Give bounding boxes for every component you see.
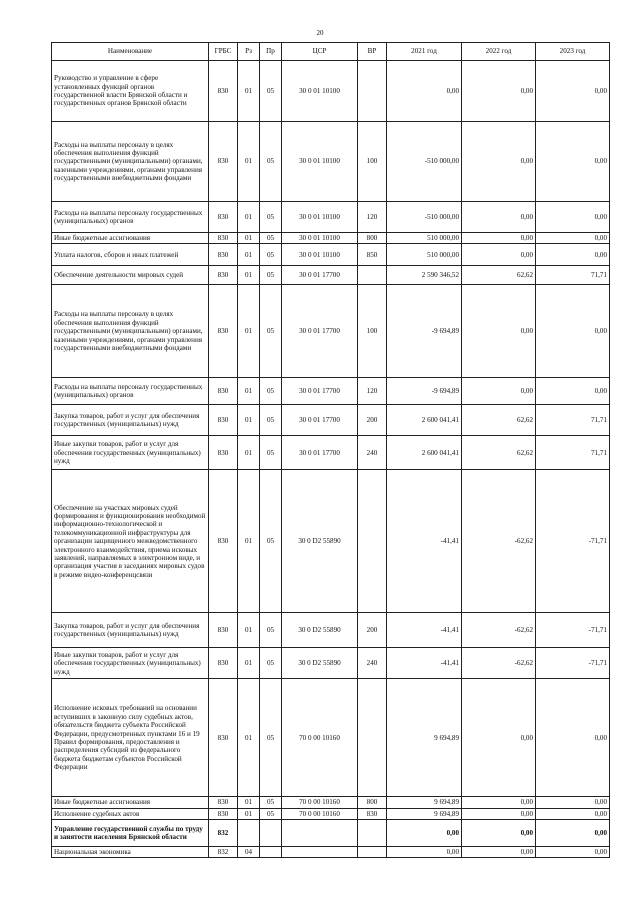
table-row bbox=[52, 244, 610, 266]
table-row bbox=[52, 233, 610, 244]
row-grbs: 830 bbox=[209, 122, 238, 202]
row-vr: 240 bbox=[358, 648, 387, 679]
row-name: Иные бюджетные ассигнования bbox=[52, 797, 209, 808]
row-csr: 30 0 01 10100 bbox=[282, 244, 358, 266]
row-name: Иные бюджетные ассигнования bbox=[52, 233, 209, 244]
row-amount-2023: -71,71 bbox=[536, 470, 610, 613]
table-row bbox=[52, 405, 610, 436]
col-header-name: Наименование bbox=[52, 43, 209, 61]
row-name: Иные закупки товаров, работ и услуг для обеспечения государственных (муниципальных) нужд bbox=[52, 436, 209, 470]
row-pr: 05 bbox=[260, 679, 282, 797]
row-vr: 120 bbox=[358, 202, 387, 233]
col-header-2023: 2023 год bbox=[536, 43, 610, 61]
row-amount-2021: 2 600 041,41 bbox=[387, 436, 462, 470]
row-rz: 01 bbox=[238, 61, 260, 122]
row-vr bbox=[358, 847, 387, 858]
row-csr: 30 0 01 10100 bbox=[282, 233, 358, 244]
row-amount-2022: -62,62 bbox=[462, 648, 536, 679]
row-csr: 70 0 00 10160 bbox=[282, 679, 358, 797]
row-rz: 01 bbox=[238, 808, 260, 819]
row-amount-2023: 0,00 bbox=[536, 61, 610, 122]
row-rz: 01 bbox=[238, 266, 260, 285]
row-name: Уплата налогов, сборов и иных платежей bbox=[52, 244, 209, 266]
row-amount-2023: 0,00 bbox=[536, 202, 610, 233]
row-pr: 05 bbox=[260, 244, 282, 266]
row-vr bbox=[358, 470, 387, 613]
row-grbs: 830 bbox=[209, 244, 238, 266]
row-vr bbox=[358, 820, 387, 847]
row-csr: 30 0 01 10100 bbox=[282, 122, 358, 202]
row-amount-2023: -71,71 bbox=[536, 613, 610, 648]
row-grbs: 830 bbox=[209, 266, 238, 285]
row-vr: 120 bbox=[358, 378, 387, 405]
row-name: Закупка товаров, работ и услуг для обеспечения государственных (муниципальных) нужд bbox=[52, 405, 209, 436]
row-grbs: 830 bbox=[209, 285, 238, 378]
row-rz: 01 bbox=[238, 122, 260, 202]
row-amount-2021: -41,41 bbox=[387, 470, 462, 613]
row-amount-2021: 510 000,00 bbox=[387, 233, 462, 244]
row-name: Исполнение судебных актов bbox=[52, 808, 209, 819]
row-amount-2023: 0,00 bbox=[536, 679, 610, 797]
row-grbs: 830 bbox=[209, 405, 238, 436]
row-pr bbox=[260, 847, 282, 858]
row-name: Исполнение исковых требований на основании вступивших в законную силу судебных актов, обязательств бюджета субъекта Российской Федерации, предусмотренных пунктами 16 и 19 Правил формирования, предоставления и распределения субсидий из федерального бюджета бюджетам субъектов Российской Федерации bbox=[52, 679, 209, 797]
row-amount-2023: 0,00 bbox=[536, 797, 610, 808]
row-name: Расходы на выплаты персоналу государственных (муниципальных) органов bbox=[52, 202, 209, 233]
row-name: Обеспечение деятельности мировых судей bbox=[52, 266, 209, 285]
row-rz: 01 bbox=[238, 378, 260, 405]
table-row bbox=[52, 679, 610, 797]
budget-table bbox=[51, 42, 610, 858]
row-vr: 850 bbox=[358, 244, 387, 266]
row-pr: 05 bbox=[260, 797, 282, 808]
table-row bbox=[52, 808, 610, 819]
table-row bbox=[52, 122, 610, 202]
row-vr: 800 bbox=[358, 797, 387, 808]
row-pr: 05 bbox=[260, 613, 282, 648]
row-name: Национальная экономика bbox=[52, 847, 209, 858]
row-amount-2022: 0,00 bbox=[462, 378, 536, 405]
row-pr: 05 bbox=[260, 470, 282, 613]
row-amount-2021: 0,00 bbox=[387, 820, 462, 847]
row-name: Иные закупки товаров, работ и услуг для обеспечения государственных (муниципальных) нужд bbox=[52, 648, 209, 679]
row-amount-2023: 0,00 bbox=[536, 378, 610, 405]
row-grbs: 830 bbox=[209, 233, 238, 244]
col-header-2022: 2022 год bbox=[462, 43, 536, 61]
row-amount-2022: 0,00 bbox=[462, 285, 536, 378]
row-vr bbox=[358, 266, 387, 285]
row-csr: 70 0 00 10160 bbox=[282, 797, 358, 808]
row-grbs: 830 bbox=[209, 202, 238, 233]
table-row bbox=[52, 847, 610, 858]
row-grbs: 832 bbox=[209, 847, 238, 858]
row-vr: 240 bbox=[358, 436, 387, 470]
row-amount-2022: 0,00 bbox=[462, 233, 536, 244]
row-amount-2021: 9 694,89 bbox=[387, 797, 462, 808]
row-grbs: 830 bbox=[209, 470, 238, 613]
row-pr: 05 bbox=[260, 61, 282, 122]
row-rz: 01 bbox=[238, 470, 260, 613]
row-pr: 05 bbox=[260, 202, 282, 233]
row-amount-2022: 0,00 bbox=[462, 122, 536, 202]
col-header-grbs: ГРБС bbox=[209, 43, 238, 61]
row-amount-2021: 0,00 bbox=[387, 847, 462, 858]
table-row bbox=[52, 648, 610, 679]
row-amount-2021: -9 694,89 bbox=[387, 285, 462, 378]
row-pr: 05 bbox=[260, 266, 282, 285]
row-csr bbox=[282, 820, 358, 847]
row-amount-2023: 0,00 bbox=[536, 808, 610, 819]
row-grbs: 830 bbox=[209, 378, 238, 405]
row-grbs: 830 bbox=[209, 613, 238, 648]
row-grbs: 830 bbox=[209, 808, 238, 819]
row-amount-2023: 0,00 bbox=[536, 233, 610, 244]
row-name: Обеспечение на участках мировых судей формирования и функционирования необходимой информационно-технологической и телекоммуникационной инфраструктуры для организации защищенного межведомственного электронного взаимодействия, приема исковых заявлений, направляемых в электронном виде, и организация участия в заседаниях мировых судов в режиме видео-конференцсвязи bbox=[52, 470, 209, 613]
row-vr: 100 bbox=[358, 122, 387, 202]
row-csr: 30 0 01 10100 bbox=[282, 61, 358, 122]
row-pr: 05 bbox=[260, 285, 282, 378]
row-rz: 01 bbox=[238, 797, 260, 808]
row-pr: 05 bbox=[260, 436, 282, 470]
row-rz: 01 bbox=[238, 679, 260, 797]
row-pr: 05 bbox=[260, 378, 282, 405]
row-grbs: 830 bbox=[209, 797, 238, 808]
row-amount-2022: 62,62 bbox=[462, 436, 536, 470]
col-header-vr: ВР bbox=[358, 43, 387, 61]
table-row bbox=[52, 285, 610, 378]
row-amount-2021: 510 000,00 bbox=[387, 244, 462, 266]
row-vr: 200 bbox=[358, 613, 387, 648]
row-csr: 30 0 01 17700 bbox=[282, 285, 358, 378]
row-amount-2022: 0,00 bbox=[462, 202, 536, 233]
row-amount-2022: 0,00 bbox=[462, 847, 536, 858]
row-rz: 01 bbox=[238, 613, 260, 648]
row-amount-2021: -41,41 bbox=[387, 613, 462, 648]
row-vr: 100 bbox=[358, 285, 387, 378]
row-amount-2021: 2 600 041,41 bbox=[387, 405, 462, 436]
row-amount-2022: 0,00 bbox=[462, 808, 536, 819]
row-vr bbox=[358, 61, 387, 122]
row-rz: 04 bbox=[238, 847, 260, 858]
row-amount-2022: 0,00 bbox=[462, 679, 536, 797]
row-amount-2023: 71,71 bbox=[536, 266, 610, 285]
row-amount-2023: 0,00 bbox=[536, 820, 610, 847]
row-rz: 01 bbox=[238, 244, 260, 266]
row-amount-2023: 0,00 bbox=[536, 244, 610, 266]
row-csr: 70 0 00 10160 bbox=[282, 808, 358, 819]
row-amount-2023: 0,00 bbox=[536, 847, 610, 858]
table-row bbox=[52, 820, 610, 847]
row-grbs: 832 bbox=[209, 820, 238, 847]
col-header-rz: Рз bbox=[238, 43, 260, 61]
row-name: Расходы на выплаты персоналу государственных (муниципальных) органов bbox=[52, 378, 209, 405]
row-rz: 01 bbox=[238, 405, 260, 436]
row-rz: 01 bbox=[238, 233, 260, 244]
row-grbs: 830 bbox=[209, 648, 238, 679]
row-csr: 30 0 01 17700 bbox=[282, 436, 358, 470]
col-header-pr: Пр bbox=[260, 43, 282, 61]
row-name: Закупка товаров, работ и услуг для обеспечения государственных (муниципальных) нужд bbox=[52, 613, 209, 648]
row-csr bbox=[282, 847, 358, 858]
table-row bbox=[52, 378, 610, 405]
row-csr: 30 0 D2 55890 bbox=[282, 613, 358, 648]
row-name: Расходы на выплаты персоналу в целях обеспечения выполнения функций государственными (муниципальными) органами, казенными учреждениями, органами управления государственными внебюджетными фондами bbox=[52, 122, 209, 202]
row-grbs: 830 bbox=[209, 679, 238, 797]
row-amount-2022: 62,62 bbox=[462, 266, 536, 285]
row-rz: 01 bbox=[238, 436, 260, 470]
row-csr: 30 0 01 17700 bbox=[282, 378, 358, 405]
row-grbs: 830 bbox=[209, 61, 238, 122]
row-amount-2023: -71,71 bbox=[536, 648, 610, 679]
row-amount-2021: 9 694,89 bbox=[387, 679, 462, 797]
row-name: Управление государственной службы по труду и занятости населения Брянской области bbox=[52, 820, 209, 847]
row-vr: 200 bbox=[358, 405, 387, 436]
row-amount-2022: 0,00 bbox=[462, 797, 536, 808]
row-amount-2022: -62,62 bbox=[462, 613, 536, 648]
row-amount-2022: 62,62 bbox=[462, 405, 536, 436]
table-row bbox=[52, 797, 610, 808]
row-amount-2022: -62,62 bbox=[462, 470, 536, 613]
row-csr: 30 0 01 10100 bbox=[282, 202, 358, 233]
row-amount-2021: 9 694,89 bbox=[387, 808, 462, 819]
row-pr: 05 bbox=[260, 808, 282, 819]
row-rz: 01 bbox=[238, 285, 260, 378]
row-csr: 30 0 01 17700 bbox=[282, 266, 358, 285]
row-pr: 05 bbox=[260, 648, 282, 679]
row-rz bbox=[238, 820, 260, 847]
col-header-2021: 2021 год bbox=[387, 43, 462, 61]
row-amount-2023: 0,00 bbox=[536, 285, 610, 378]
row-pr: 05 bbox=[260, 122, 282, 202]
row-pr: 05 bbox=[260, 233, 282, 244]
table-body bbox=[52, 61, 610, 858]
row-amount-2021: 2 590 346,52 bbox=[387, 266, 462, 285]
row-vr bbox=[358, 679, 387, 797]
row-vr: 800 bbox=[358, 233, 387, 244]
table-header-row bbox=[52, 43, 610, 61]
row-grbs: 830 bbox=[209, 436, 238, 470]
table-row bbox=[52, 470, 610, 613]
table-row bbox=[52, 436, 610, 470]
table-row bbox=[52, 61, 610, 122]
row-name: Руководство и управление в сфере установленных функций органов государственной власти Брянской области и государственных органов Брянской области bbox=[52, 61, 209, 122]
row-rz: 01 bbox=[238, 202, 260, 233]
table-row bbox=[52, 266, 610, 285]
row-csr: 30 0 D2 55890 bbox=[282, 648, 358, 679]
row-amount-2022: 0,00 bbox=[462, 61, 536, 122]
row-vr: 830 bbox=[358, 808, 387, 819]
row-rz: 01 bbox=[238, 648, 260, 679]
row-amount-2023: 0,00 bbox=[536, 122, 610, 202]
row-amount-2023: 71,71 bbox=[536, 405, 610, 436]
row-amount-2022: 0,00 bbox=[462, 244, 536, 266]
row-csr: 30 0 01 17700 bbox=[282, 405, 358, 436]
row-pr bbox=[260, 820, 282, 847]
page-number: 20 bbox=[316, 29, 324, 37]
row-amount-2021: 0,00 bbox=[387, 61, 462, 122]
row-amount-2021: -9 694,89 bbox=[387, 378, 462, 405]
row-amount-2021: -510 000,00 bbox=[387, 122, 462, 202]
table-row bbox=[52, 613, 610, 648]
row-amount-2021: -510 000,00 bbox=[387, 202, 462, 233]
row-pr: 05 bbox=[260, 405, 282, 436]
row-amount-2021: -41,41 bbox=[387, 648, 462, 679]
row-name: Расходы на выплаты персоналу в целях обеспечения выполнения функций государственными (муниципальными) органами, казенными учреждениями, органами управления государственными внебюджетными фондами bbox=[52, 285, 209, 378]
table-row bbox=[52, 202, 610, 233]
row-csr: 30 0 D2 55890 bbox=[282, 470, 358, 613]
row-amount-2023: 71,71 bbox=[536, 436, 610, 470]
row-amount-2022: 0,00 bbox=[462, 820, 536, 847]
col-header-csr: ЦСР bbox=[282, 43, 358, 61]
